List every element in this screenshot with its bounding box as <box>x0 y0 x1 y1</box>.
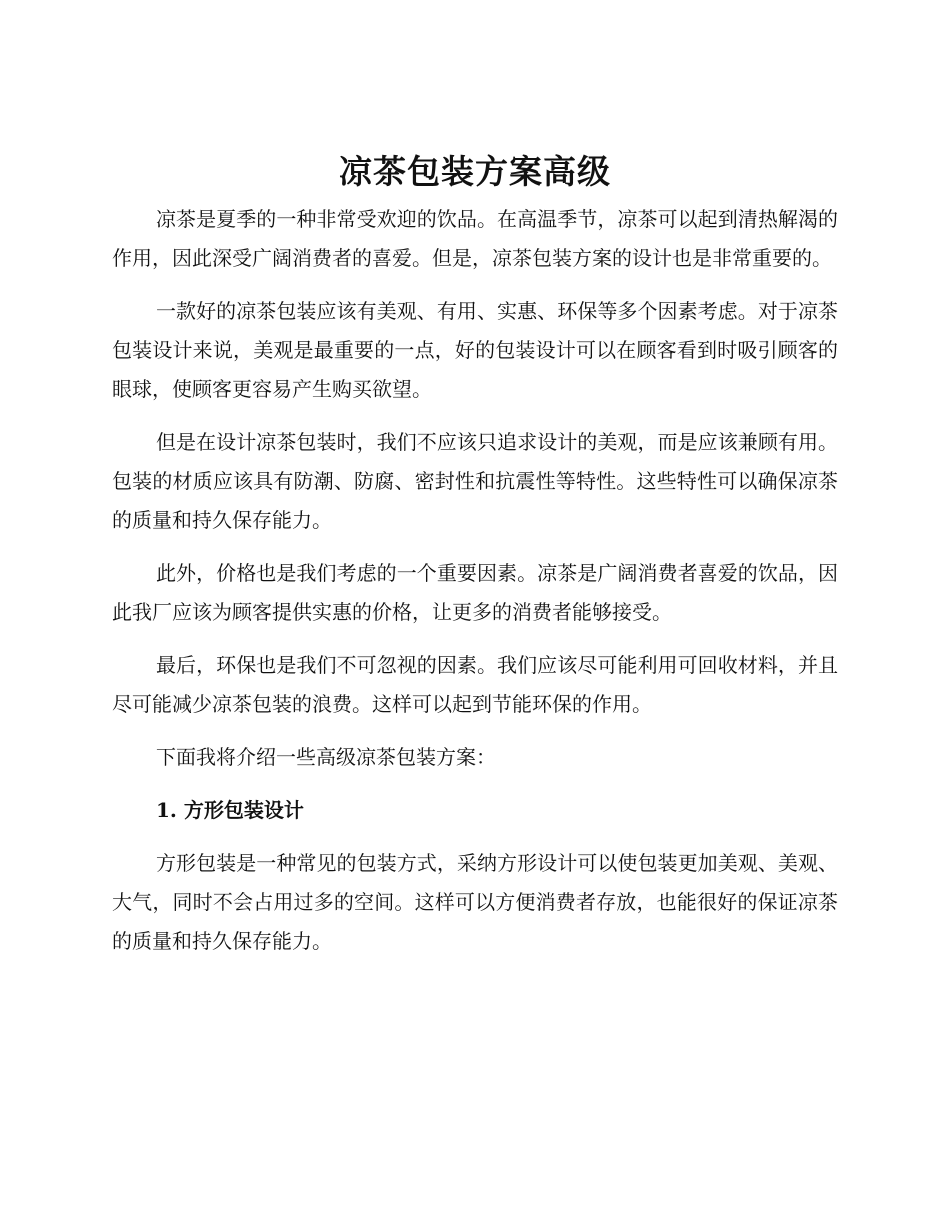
paragraph-transition: 下面我将介绍一些高级凉茶包装方案： <box>156 745 496 769</box>
paragraph-price: 此外，价格也是我们考虑的一个重要因素。凉茶是广阔消费者喜爱的饮品，因此我厂应该为顾客提供实惠的价格，让更多的消费者能够接受。 <box>112 561 838 624</box>
paragraph-square-package: 方形包装是一种常见的包装方式，采纳方形设计可以使包装更加美观、美观、大气，同时不会占用过多的空间。这样可以方便消费者存放，也能很好的保证凉茶的质量和持久保存能力。 <box>112 851 838 953</box>
paragraph-usefulness: 但是在设计凉茶包装时，我们不应该只追求设计的美观，而是应该兼顾有用。包装的材质应该具有防潮、防腐、密封性和抗震性等特性。这些特性可以确保凉茶的质量和持久保存能力。 <box>112 430 838 532</box>
document-body <box>112 200 838 975</box>
section-heading: 1. 方形包装设计 <box>156 798 304 822</box>
paragraph-environment: 最后，环保也是我们不可忽视的因素。我们应该尽可能利用可回收材料，并且尽可能减少凉茶包装的浪费。这样可以起到节能环保的作用。 <box>112 653 838 716</box>
document-title: 凉茶包装方案高级 <box>339 152 611 191</box>
paragraph-factors: 一款好的凉茶包装应该有美观、有用、实惠、环保等多个因素考虑。对于凉茶包装设计来说，美观是最重要的一点，好的包装设计可以在顾客看到时吸引顾客的眼球，使顾客更容易产生购买欲望。 <box>112 299 838 401</box>
paragraph-intro: 凉茶是夏季的一种非常受欢迎的饮品。在高温季节，凉茶可以起到清热解渴的作用，因此深受广阔消费者的喜爱。但是，凉茶包装方案的设计也是非常重要的。 <box>112 207 838 270</box>
